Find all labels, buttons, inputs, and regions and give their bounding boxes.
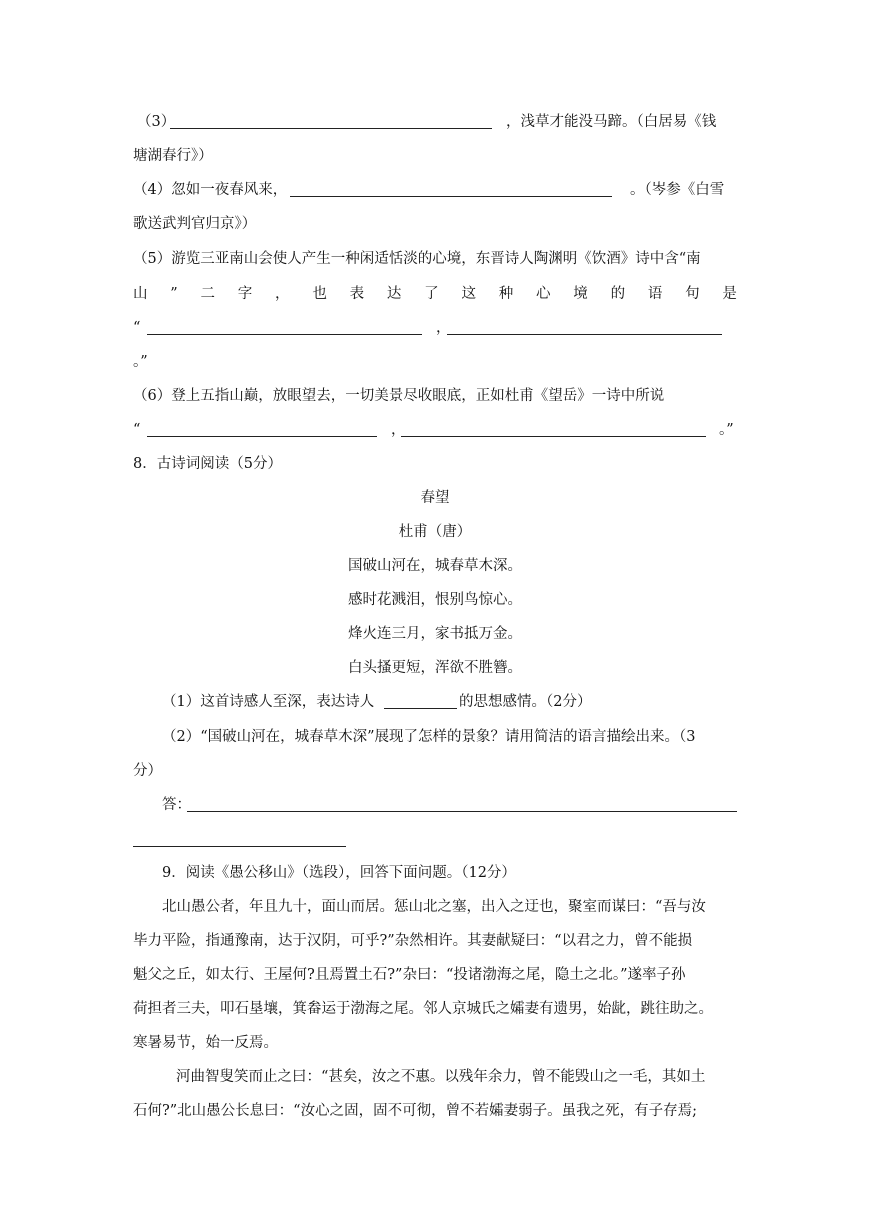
q9-para1-line: 北山愚公者，年且九十，面山而居。惩山北之塞，出入之迂也，聚室而谋曰：“吾与汝: [162, 899, 706, 915]
item5-line2-char: 二: [200, 286, 215, 302]
item4-source: 。（岑参《白雪: [630, 182, 725, 198]
item5-blank-2[interactable]: [447, 334, 722, 335]
item5-line2-char: 句: [685, 286, 700, 302]
item5-line2-char: 的: [610, 286, 626, 302]
poem-line: 烽火连三月，家书抵万金。: [348, 626, 522, 642]
item6-blank-1[interactable]: [147, 436, 377, 437]
poem-title: 春望: [420, 490, 450, 506]
item5-line2-char: 达: [386, 286, 402, 302]
item3-answer-blank[interactable]: [170, 128, 492, 129]
q8-heading: 8．古诗词阅读（5分）: [133, 456, 282, 472]
item3-source: 塘湖春行》）: [133, 148, 213, 164]
item5-line2-char: ”: [170, 286, 178, 302]
q8-sub2-line1: （2）“国破山河在，城春草木深”展现了怎样的景象？请用简洁的语言描绘出来。（3: [162, 729, 696, 745]
item6-line1: （6）登上五指山巅，放眼望去，一切美景尽收眼底，正如杜甫《望岳》一诗中所说: [133, 388, 665, 404]
item5-open-quote: “: [133, 320, 141, 336]
item5-line2: [133, 284, 737, 304]
item6-blank-2[interactable]: [401, 436, 706, 437]
q8-sub1-blank[interactable]: [384, 708, 457, 709]
item5-line2-char: 山: [133, 286, 148, 302]
q9-para1-line: 寒暑易节，始一反焉。: [133, 1035, 278, 1051]
item5-line2-char: 境: [573, 286, 588, 302]
q9-para2-line: 河曲智叟笑而止之曰：“甚矣，汝之不惠。以残年余力，曾不能毁山之一毛，其如土: [176, 1069, 706, 1085]
q9-para1-line: 魁父之丘，如太行、王屋何?且焉置土石?”杂曰：“投诸渤海之尾，隐土之北。”遂率子孙: [133, 967, 686, 983]
item5-line2-char: 字: [237, 286, 253, 302]
item5-line1: （5）游览三亚南山会使人产生一种闲适恬淡的心境，东晋诗人陶渊明《饮酒》诗中含“南: [133, 251, 701, 267]
item5-line2-char: 种: [498, 286, 514, 302]
item5-line2-char: 是: [722, 286, 737, 302]
q8-sub1-text-after: 的思想感情。（2分）: [459, 694, 592, 710]
q8-sub2-line2: 分）: [133, 763, 162, 779]
q8-answer-line-1[interactable]: [187, 811, 737, 812]
answer-label: 答：: [162, 797, 191, 813]
item5-line2-char: ，: [275, 286, 290, 302]
q9-para1-line: 毕力平险，指通豫南，达于汉阴，可乎?”杂然相许。其妻献疑曰：“以君之力，曾不能损: [133, 933, 693, 949]
item3-number: （3）: [137, 114, 176, 130]
item5-line2-char: 表: [349, 286, 365, 302]
item5-line2-char: 这: [461, 286, 476, 302]
q9-para1-line: 荷担者三夫，叩石垦壤，箕畚运于渤海之尾。邻人京城氏之孀妻有遗男，始龀，跳往助之。: [133, 1001, 713, 1017]
item4-source-cont: 歌送武判官归京》）: [133, 216, 257, 232]
item6-open-quote: “: [133, 422, 141, 438]
poem-line: 白头搔更短，浑欲不胜簪。: [348, 660, 522, 676]
q8-answer-line-2[interactable]: [133, 846, 346, 847]
item5-end: 。”: [133, 354, 148, 370]
item5-line2-char: 心: [536, 286, 551, 302]
poem-author: 杜甫（唐）: [398, 524, 472, 540]
q8-sub1-text: （1）这首诗感人至深，表达诗人: [162, 694, 375, 710]
poem-line: 感时花溅泪，恨别鸟惊心。: [348, 592, 522, 608]
item5-blank-1[interactable]: [147, 334, 422, 335]
poem-line: 国破山河在，城春草木深。: [348, 558, 522, 574]
item4-text: （4）忽如一夜春风来，: [133, 182, 288, 198]
item6-comma: ，: [391, 422, 406, 438]
item5-line2-char: 了: [424, 286, 439, 302]
item5-comma: ，: [436, 320, 451, 336]
item6-end: 。”: [719, 422, 734, 438]
item5-line2-char: 语: [647, 286, 663, 302]
item5-line2-char: 也: [312, 286, 327, 302]
q9-heading: 9．阅读《愚公移山》（选段），回答下面问题。（12分）: [162, 865, 516, 881]
item3-text: ，浅草才能没马蹄。（白居易《钱: [506, 114, 717, 130]
q9-para2-line: 石何?”北山愚公长息曰：“汝心之固，固不可彻，曾不若孀妻弱子。虽我之死，有子存焉;: [133, 1103, 697, 1119]
item4-answer-blank[interactable]: [290, 196, 612, 197]
